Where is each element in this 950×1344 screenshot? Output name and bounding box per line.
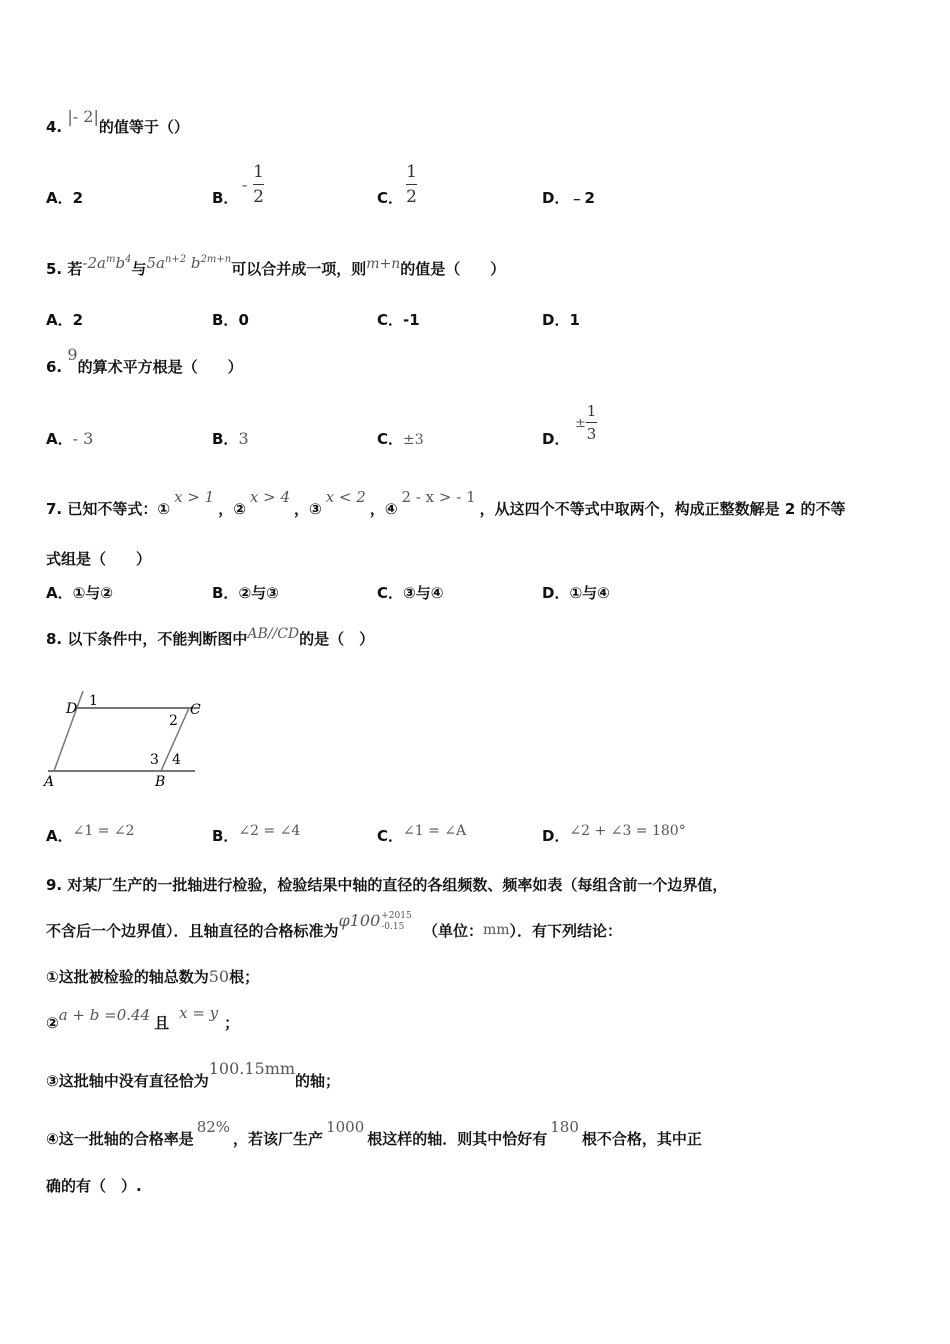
q9-stem-line1: 9. 对某厂生产的一批轴进行检验，检验结果中轴的直径的各组频数、频率如表（每组含前一个边界值，: [46, 876, 728, 894]
q5-term2: $5a^{n+2}$ $b^{2m+n}$: [146, 254, 232, 272]
q5-stem: 5. 若$-2a^mb^4$与$5a^{n+2}$ $b^{2m+n}$可以合并成一项，则m+n的值是（ ）: [46, 254, 506, 278]
q9-standard: φ100 +2015 -0.15: [338, 910, 412, 932]
q4-option-c: C．: [377, 189, 404, 207]
q6-option-c: C．±3: [377, 430, 424, 448]
q4-option-b-fraction: 1 2: [253, 162, 264, 207]
q7-option-a: A．①与②: [46, 584, 114, 602]
q9-last-line: 确的有（ ）.: [46, 1177, 142, 1195]
q6-option-b: B．3: [212, 429, 249, 448]
q8-stem: 8. 以下条件中，不能判断图中AB//CD的是（ ）: [46, 626, 375, 648]
q4-option-b-sign: -: [242, 175, 248, 194]
q9-unit: mm: [482, 922, 510, 938]
q4-option-c-fraction: 1 2: [406, 162, 417, 207]
q5-expression: m+n: [366, 256, 401, 272]
q5-option-a: A．2: [46, 311, 84, 329]
label-angle-2: 2: [169, 713, 178, 729]
q7-option-d: D．①与④: [542, 584, 610, 602]
q4-text: 的值等于（）: [98, 118, 189, 136]
q7-stem-line2: 式组是（ ）: [46, 550, 152, 568]
label-a: A: [44, 774, 55, 790]
q6-option-d: D．: [542, 430, 570, 448]
q6-option-a: A．- 3: [46, 429, 94, 448]
q6-stem: 6. 9的算术平方根是（ ）: [46, 345, 243, 376]
label-d: D: [66, 701, 78, 717]
q7-ineq-2: x > 4: [249, 488, 290, 506]
q5-option-b: B．0: [212, 311, 249, 329]
q7-option-b: B．②与③: [212, 584, 279, 602]
q8-parallelogram-figure: [40, 685, 205, 793]
q8-option-a: A．∠1 = ∠2: [46, 823, 135, 845]
q7-ineq-4: 2 - x > - 1: [401, 488, 476, 506]
q4-number: 4.: [46, 118, 63, 136]
q9-claim-3: ③这批轴中没有直径恰为100.15mm的轴；: [46, 1059, 341, 1090]
label-angle-4: 4: [172, 752, 181, 768]
q4-option-a: A．2: [46, 189, 84, 207]
q6-option-d-sign: ±: [575, 416, 586, 431]
q6-expression: 9: [67, 345, 78, 364]
q8-option-c: C．∠1 = ∠A: [377, 823, 467, 845]
q5-term1: $-2a^mb^4$: [82, 254, 132, 272]
q8-option-d: D．∠2 + ∠3 = 180°: [542, 823, 686, 845]
q9-claim-2: ②a + b =0.44 且x = y；: [46, 1004, 240, 1032]
q7-option-c: C．③与④: [377, 584, 444, 602]
q8-expression: AB//CD: [247, 626, 300, 642]
q5-option-d: D．1: [542, 311, 580, 329]
label-c: C: [190, 702, 201, 718]
q7-stem: 7. 已知不等式：①x > 1，②x > 4，③x < 2，④2 - x > - 1，从这四个不等式中取两个，构成正整数解是 2 的不等: [46, 488, 846, 518]
q8-option-b: B．∠2 = ∠4: [212, 823, 301, 845]
label-angle-3: 3: [150, 752, 159, 768]
q7-ineq-1: x > 1: [174, 488, 215, 506]
q5-option-c: C．-1: [377, 311, 420, 329]
q4-expression: |- 2|: [67, 107, 99, 126]
q9-claim-4: ④这一批轴的合格率是82%，若该厂生产1000根这样的轴．则其中恰好有180根不合格，其中正: [46, 1118, 702, 1148]
q6-option-d-fraction: 1 3: [586, 402, 597, 443]
q4-stem: [46, 107, 189, 137]
q4-option-b: B．: [212, 189, 239, 207]
q9-claim-1: ①这批被检验的轴总数为50根；: [46, 967, 260, 986]
q9-stem-line2: 不含后一个边界值）．且轴直径的合格标准为φ100 +2015 -0.15 （单位：mm）．有下列结论：: [46, 910, 623, 940]
label-b: B: [155, 774, 166, 790]
label-angle-1: 1: [89, 693, 98, 709]
q7-ineq-3: x < 2: [325, 488, 366, 506]
q4-option-d: D．﹣2: [542, 189, 595, 207]
